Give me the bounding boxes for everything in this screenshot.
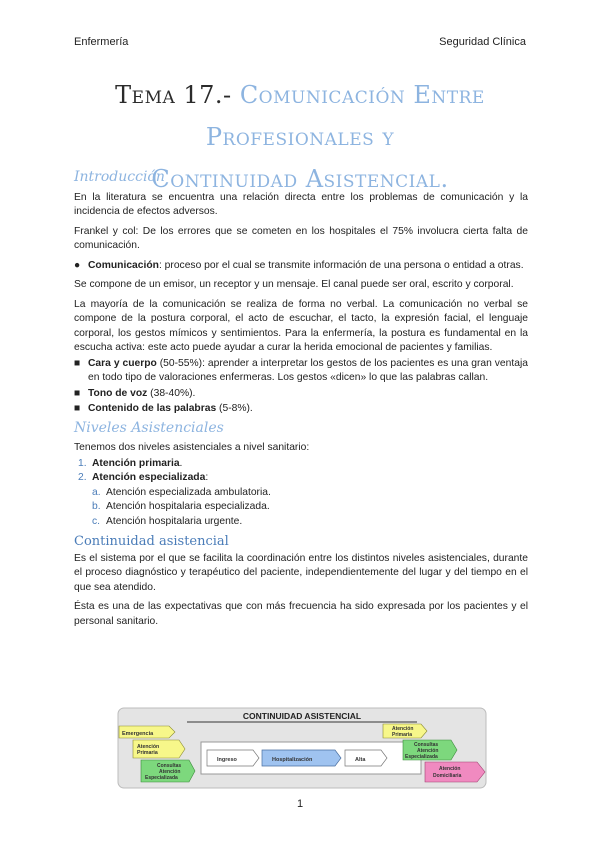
item-letter: a. — [92, 486, 101, 498]
item-number: 1. — [78, 457, 87, 469]
consultas-left-label-1: Consultas — [157, 763, 182, 769]
item-letter: c. — [92, 515, 101, 527]
list-item — [74, 471, 528, 486]
consultas-right-label-1: Consultas — [414, 742, 439, 748]
item-text: (38-40%). — [147, 387, 196, 399]
heading-niveles: Niveles Asistenciales — [74, 419, 224, 436]
item-term: Atención primaria — [92, 457, 180, 469]
item-letter: b. — [92, 501, 101, 512]
continuidad-diagram — [117, 707, 487, 789]
content — [74, 166, 528, 634]
square-bullet-icon: ■ — [74, 403, 81, 414]
square-bullet-icon: ■ — [74, 387, 81, 399]
alta-arrow — [345, 750, 387, 766]
list-item — [74, 402, 528, 417]
domiciliaria-label-1: Atención — [439, 766, 461, 772]
hospitalizacion-label: Hospitalización — [272, 757, 313, 763]
heading-continuidad: Continuidad asistencial — [74, 534, 229, 549]
ap-left-label-2: Primaria — [137, 750, 158, 756]
item-punct: : — [205, 472, 209, 483]
intro-paragraph-3: Se compone de un emisor, un receptor y un mensaje. El canal puede ser oral, escrito y corporal. — [74, 279, 514, 290]
domiciliaria-label-2: Domiciliaria — [433, 773, 462, 779]
title-line1: Comunicación Entre Profesionales y — [205, 81, 485, 151]
item-text: (50-55%): aprender a interpretar los gestos de los pacientes es una gran ventaja en todo tipo de valoraciones enfermeras. Los gestos «dicen» lo que las palabras callan. — [88, 357, 528, 383]
header-subject: Enfermería — [74, 36, 129, 48]
item-text: Atención hospitalaria urgente. — [106, 515, 243, 527]
especializada-sublist — [74, 486, 528, 530]
list-item — [74, 515, 528, 530]
ap-left-label-1: Atención — [137, 744, 160, 750]
item-term: Atención especializada — [92, 472, 206, 483]
title-line2: Continuidad Asistencial. — [151, 165, 449, 193]
item-text: (5-8%). — [216, 403, 253, 414]
square-bullet-icon: ■ — [74, 357, 81, 369]
consultas-right-label-3: Especializada — [405, 754, 438, 760]
niveles-list — [74, 457, 528, 486]
list-item — [74, 357, 528, 386]
item-punct: . — [179, 457, 183, 469]
intro-paragraph-4: La mayoría de la comunicación se realiza de forma no verbal. La comunicación no verbal se compone de la postura corporal, el acto de escuchar, el tacto, la expresión facial, el lenguaje corporal, los gestos mímicos y sentimientos. Para la enfermería, la postura es fundamental en la escucha activa: este acto puede ayudar a curar la herida emocional de pacientes y familias. — [74, 298, 528, 353]
niveles-intro: Tenemos dos niveles asistenciales a nivel sanitario: — [74, 442, 310, 453]
continuidad-paragraph-1: Es el sistema por el que se facilita la coordinación entre los distintos niveles asistenciales, durante el proceso diagnóstico y terapéutico del paciente, independientemente del lugar y del tiempo en el que sea atendido. — [74, 552, 528, 593]
ingreso-label: Ingreso — [217, 757, 237, 763]
item-term: Contenido de las palabras — [88, 403, 217, 414]
intro-paragraph-2: Frankel y col: De los errores que se cometen en los hospitales el 75% involucra cierta falta de comunicación. — [74, 225, 528, 251]
comunicacion-definition: : proceso por el cual se transmite información de una persona o entidad a otras. — [158, 259, 524, 271]
page-number: 1 — [296, 798, 304, 810]
intro-paragraph-1: En la literatura se encuentra una relación directa entre los problemas de comunicación y la incidencia de efectos adversos. — [74, 191, 528, 217]
consultas-left-label-3: Especializada — [145, 775, 178, 781]
item-text: Atención especializada ambulatoria. — [106, 486, 271, 498]
continuidad-paragraph-2: Ésta es una de las expectativas que con más frecuencia ha sido expresada por los pacientes y el personal sanitario. — [74, 601, 528, 627]
title-number: Tema 17.- — [115, 81, 232, 109]
bullet-dot-icon: ● — [74, 259, 81, 271]
item-term: Tono de voz — [88, 387, 148, 399]
consultas-left-label-2: Atención — [159, 769, 181, 775]
comunicacion-term: Comunicación — [88, 259, 159, 271]
list-item — [74, 500, 528, 515]
domiciliaria-arrow — [425, 762, 485, 782]
item-text: Atención hospitalaria especializada. — [106, 501, 270, 512]
item-number: 2. — [78, 472, 87, 483]
ap-right-label-2: Primaria — [392, 732, 413, 738]
list-item — [74, 486, 528, 501]
heading-introduccion: Introducción — [74, 169, 165, 185]
item-term: Cara y cuerpo — [88, 357, 157, 369]
alta-label: Alta — [355, 757, 366, 763]
list-item — [74, 387, 528, 402]
comunicacion-bullet — [74, 259, 528, 274]
header-course: Seguridad Clínica — [439, 36, 526, 48]
diagram-title: CONTINUIDAD ASISTENCIAL — [242, 711, 362, 721]
list-item — [74, 457, 528, 472]
emergencia-label: Emergencia — [122, 731, 154, 737]
ap-right-label-1: Atención — [392, 726, 414, 732]
consultas-right-label-2: Atención — [417, 748, 439, 754]
